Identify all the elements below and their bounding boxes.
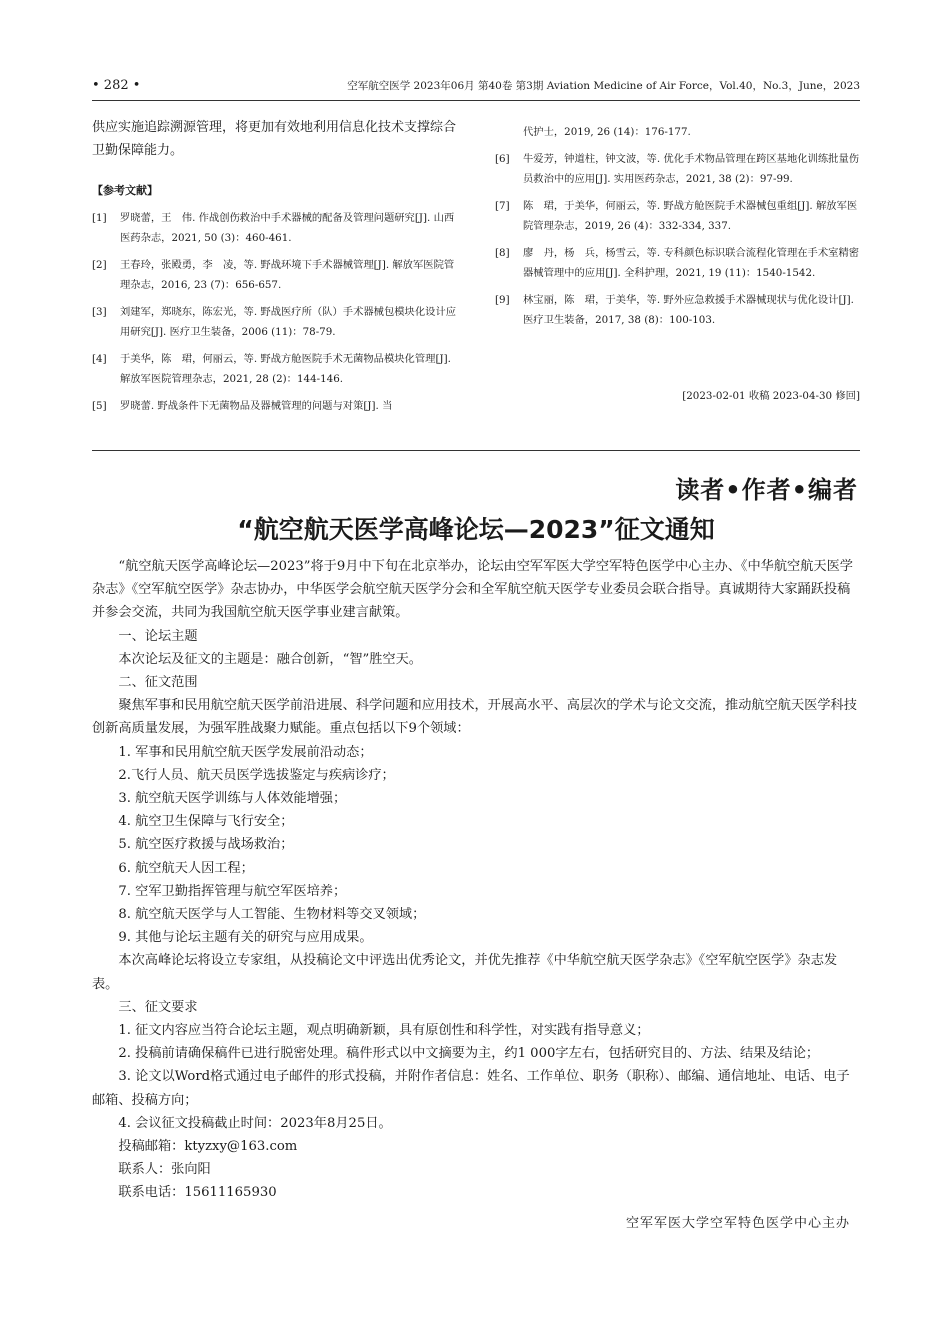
contact-phone: 联系电话：15611165930 (118, 1185, 277, 1201)
notice-body (92, 555, 860, 1205)
reference-number: [8] (495, 247, 510, 259)
list-item: 3. 航空航天医学训练与人体效能增强； (118, 791, 347, 807)
reference-item (92, 396, 457, 416)
list-item: 2. 投稿前请确保稿件已进行脱密处理。稿件形式以中文摘要为主，约1 000字左右，包括研究目的、方法、结果及结论； (118, 1046, 820, 1062)
section-divider (92, 450, 860, 451)
reference-item (495, 196, 860, 236)
references-list-left (92, 208, 457, 416)
contact-person: 联系人：张向阳 (118, 1162, 211, 1178)
reference-number: [5] (92, 400, 107, 412)
reference-text: 陈 珺，于美华，何丽云，等. 野战方舱医院手术器械包重组[J]. 解放军医院管理杂志，2019, 26 (4)：332-334, 337. (523, 200, 858, 232)
reference-text: 刘建军，郑晓东，陈宏光，等. 野战医疗所（队）手术器械包模块化设计应用研究[J]. 医疗卫生装备，2006 (11)：78-79. (120, 306, 457, 338)
section-2-heading: 二、征文范围 (118, 675, 198, 691)
list-item: 9. 其他与论坛主题有关的研究与应用成果。 (118, 930, 373, 946)
reference-text: 于美华，陈 珺，何丽云，等. 野战方舱医院手术无菌物品模块化管理[J]. 解放军医院管理杂志，2021, 28 (2)：144-146. (120, 353, 451, 385)
list-item: 4. 航空卫生保障与飞行安全； (118, 814, 294, 830)
organizer-signature: 空军军医大学空军特色医学中心主办 (625, 1216, 850, 1231)
section-1-text: 本次论坛及征文的主题是：融合创新，“智”胜空天。 (118, 651, 422, 667)
list-item: 2.飞行人员、航天员医学选拔鉴定与疾病诊疗； (118, 767, 395, 783)
reference-number: [9] (495, 294, 510, 306)
reference-text: 王春玲，张殿勇，李 凌，等. 野战环境下手术器械管理[J]. 解放军医院管理杂志，2016, 23 (7)：656-657. (120, 259, 455, 291)
left-column (92, 116, 457, 423)
section-3-heading: 三、征文要求 (118, 999, 198, 1015)
reference-5-continued: 代护士，2019, 26 (14)：176-177. (523, 126, 691, 138)
reference-item (495, 290, 860, 330)
reference-number: [6] (495, 153, 510, 165)
notice-intro: “航空航天医学高峰论坛—2023”将于9月中下旬在北京举办，论坛由空军军医大学空军特色医学中心主办、《中华航空航天医学杂志》《空军航空医学》杂志协办，中华医学会航空航天医学分会和全军航空航天医学专业委员会联合指导。真诚期待大家踊跃投稿并参会交流，共同为我国航空航天医学事业建言献策。 (92, 559, 853, 621)
reference-item (92, 349, 457, 389)
list-item: 5. 航空医疗救援与战场救治； (118, 837, 294, 853)
reference-item (92, 255, 457, 295)
right-column (495, 122, 860, 337)
list-item: 3. 论文以Word格式通过电子邮件的形式投稿，并附作者信息：姓名、工作单位、职务（职称）、邮编、通信地址、电话、电子邮箱、投稿方向； (92, 1069, 850, 1108)
section-3-list (92, 1019, 860, 1135)
notice-title: “航空航天医学高峰论坛—2023”征文通知 (237, 515, 715, 544)
reference-number: [1] (92, 212, 107, 224)
reference-text: 罗晓蕾. 野战条件下无菌物品及器械管理的问题与对策[J]. 当 (120, 400, 393, 412)
reference-number: [7] (495, 200, 510, 212)
section-2-closing: 本次高峰论坛将设立专家组，从投稿论文中评选出优秀论文，并优先推荐《中华航空航天医学杂志》《空军航空医学》杂志发表。 (92, 953, 838, 992)
list-item: 4. 会议征文投稿截止时间：2023年8月25日。 (118, 1115, 392, 1131)
reference-number: [3] (92, 306, 107, 318)
reference-text: 罗晓蕾，王 伟. 作战创伤救治中手术器械的配备及管理问题研究[J]. 山西医药杂志，2021, 50 (3)：460-461. (120, 212, 455, 244)
reference-text: 廖 丹，杨 兵，杨雪云，等. 专科颜色标识联合流程化管理在手术室精密器械管理中的应用[J]. 全科护理，2021, 19 (11)：1540-1542. (523, 247, 860, 279)
submission-email: 投稿邮箱：ktyzxy@163.com (118, 1139, 298, 1155)
section-2-intro: 聚焦军事和民用航空航天医学前沿进展、科学问题和应用技术，开展高水平、高层次的学术与论文交流，推动航空航天医学科技创新高质量发展，为强军胜战聚力赋能。重点包括以下9个领域： (92, 698, 857, 737)
list-item: 1. 征文内容应当符合论坛主题，观点明确新颖，具有原创性和科学性，对实践有指导意义； (118, 1023, 650, 1039)
reference-item (495, 149, 860, 189)
journal-info: 空军航空医学 2023年06月 第40卷 第3期 Aviation Medicine of Air Force，Vol.40，No.3，June，2023 (347, 80, 860, 92)
reference-item (92, 302, 457, 342)
reference-number: [2] (92, 259, 107, 271)
list-item: 7. 空军卫勤指挥管理与航空军医培养； (118, 883, 347, 899)
section-1-heading: 一、论坛主题 (118, 628, 198, 644)
list-item: 6. 航空航天人因工程； (118, 860, 254, 876)
section-2-list (92, 741, 860, 950)
references-heading: 【参考文献】 (92, 184, 158, 197)
reference-number: [4] (92, 353, 107, 365)
list-item: 8. 航空航天医学与人工智能、生物材料等交叉领域； (118, 907, 426, 923)
list-item: 1. 军事和民用航空航天医学发展前沿动态； (118, 744, 373, 760)
reference-item (495, 243, 860, 283)
reference-text: 牛爱芳，钟道柱，钟文波，等. 优化手术物品管理在跨区基地化训练批量伤员救治中的应用[J]. 实用医药杂志，2021, 38 (2)：97-99. (523, 153, 860, 185)
reference-text: 林宝丽，陈 珺，于美华，等. 野外应急救援手术器械现状与优化设计[J]. 医疗卫生装备，2017, 38 (8)：100-103. (523, 294, 854, 326)
page-number: • 282 • (92, 78, 141, 93)
received-date: [2023-02-01 收稿 2023-04-30 修回] (682, 390, 860, 402)
running-header (92, 72, 860, 101)
section-label: 读者•作者•编者 (675, 476, 858, 504)
reference-item (92, 208, 457, 248)
references-list-right (495, 149, 860, 330)
closing-paragraph: 供应实施追踪溯源管理，将更加有效地利用信息化技术支撑综合卫勤保障能力。 (92, 120, 457, 158)
